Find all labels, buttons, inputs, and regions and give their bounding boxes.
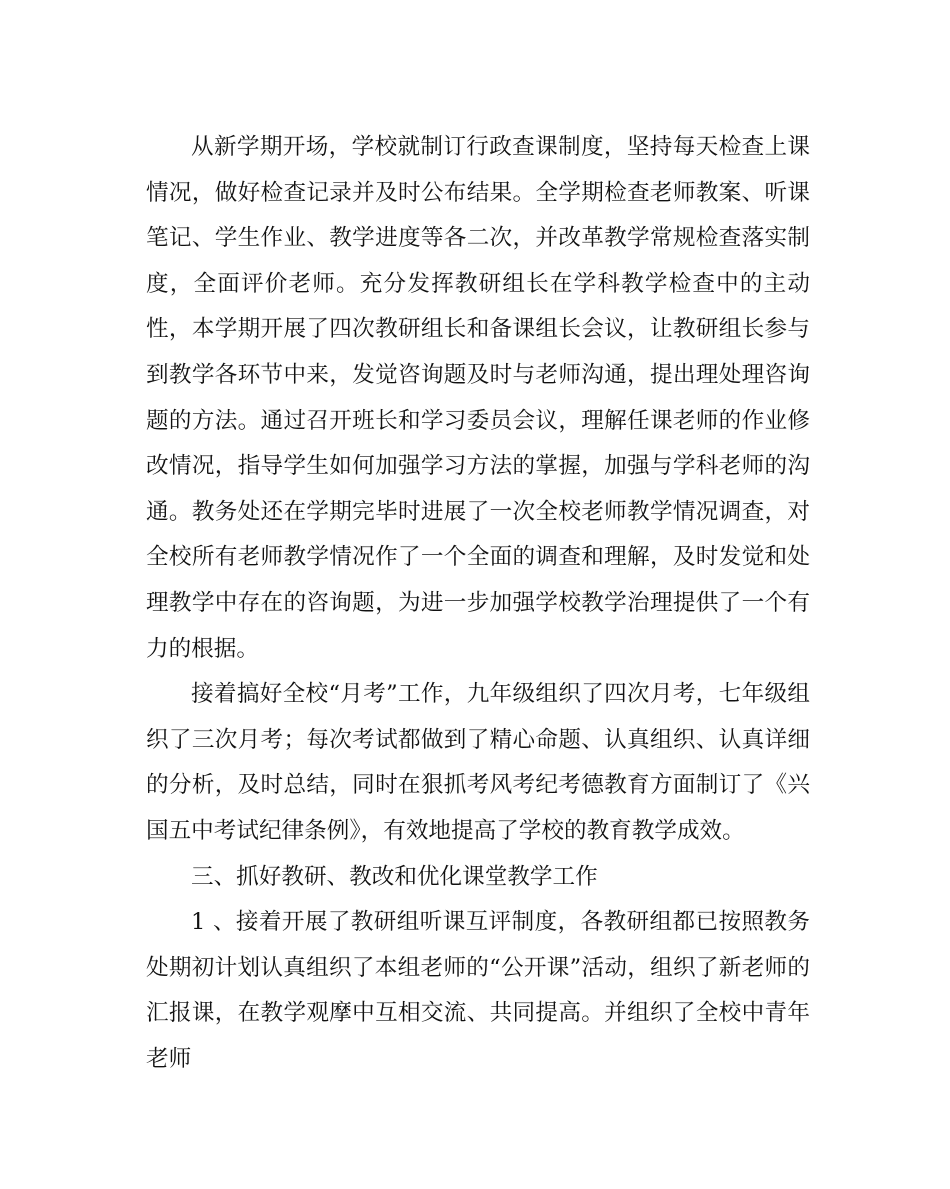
paragraph-teaching-research: 1 、接着开展了教研组听课互评制度，各教研组都已按照教务处期初计划认真组织了本组老师的“公开课”活动，组织了新老师的汇报课，在教学观摩中互相交流、共同提高。并组织了全校中青年老师	[146, 909, 810, 1072]
paragraph-inspection: 从新学期开场，学校就制订行政查课制度，坚持每天检查上课情况，做好检查记录并及时公布结果。全学期检查老师教案、听课笔记、学生作业、教学进度等各二次，并改革教学常规检查落实制度，全面评价老师。充分发挥教研组长在学科教学检查中的主动性，本学期开展了四次教研组长和备课组长会议，让教研组长参与到教学各环节中来，发觉咨询题及时与老师沟通，提出理处理咨询题的方法。通过召开班长和学习委员会议，理解任课老师的作业修改情况，指导学生如何加强学习方法的掌握，加强与学科老师的沟通。教务处还在学期完毕时进展了一次全校老师教学情况调查，对全校所有老师教学情况作了一个全面的调查和理解，及时发觉和处理教学中存在的咨询题，为进一步加强学校教学治理提供了一个有力的根据。	[146, 134, 810, 662]
document-body	[146, 125, 810, 1082]
paragraph-monthly-exam: 接着搞好全校“月考”工作，九年级组织了四次月考，七年级组织了三次月考；每次考试都做到了精心命题、认真组织、认真详细的分析，及时总结，同时在狠抓考风考纪考德教育方面制订了《兴国五中考试纪律条例》，有效地提高了学校的教育教学成效。	[146, 681, 810, 844]
section-heading: 三、抓好教研、教改和优化课堂教学工作	[191, 863, 598, 890]
